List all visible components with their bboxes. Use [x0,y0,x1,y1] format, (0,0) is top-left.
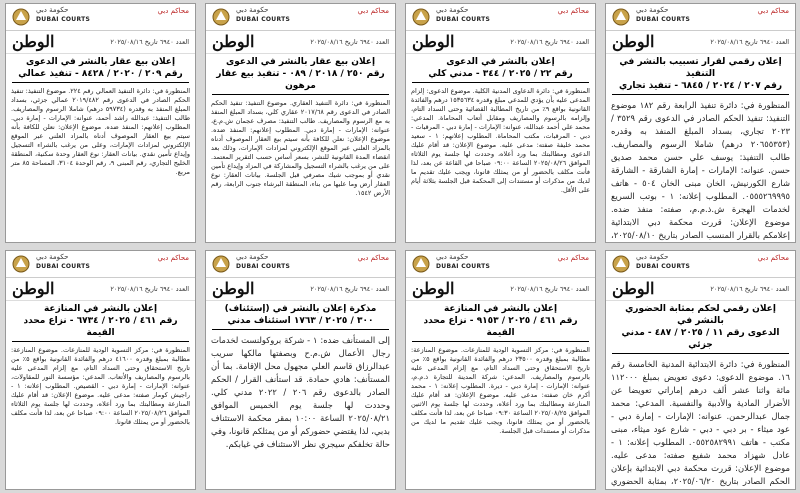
case-number: رقم ٤٦١ / ٢٠٢٥ / ٩١٥٣ - نزاع محدد القيمة [412,315,589,342]
newspaper-name: الوطن [212,32,255,51]
ad-card [405,3,596,243]
dubai-gov-label: حكومة دبي [636,6,669,14]
dubai-emblem-icon [410,254,432,274]
courts-en-label: DUBAI COURTS [436,263,491,270]
courts-en-label: DUBAI COURTS [436,16,491,23]
dubai-gov-label: حكومة دبي [436,6,469,14]
ad-body: المنظورة في: دائرة الابتدائية المدنية الخامسة رقم ١٦. موضوع الدعوى: دعوى تعويض بمبلغ ١١٢٠٠٠ مائة واثنا عشر ألف درهم إماراتي تعويضا عن الأضرار المادية والأدبية والنفسية. المدعي: محمد جمال عبدالرحمن. عنوانه: الإمارات - إمارة دبي - عود ميثاء - بر دبي - دبي - شارع عود ميثاء، مبنى مكتب - هاتف ٠٥٥٢٥٨٢٩٩١. المطلوب إعلانه: ١ - عادل شهزاد محمد شفيع صفته: مدعى عليه. موضوع الإعلان: قررت محكمة دبي الابتدائية بإعلان الحكم الصادر بتاريخ ٢٠٢٥/٠٦/٢٠، بمثابة الحضوري [611,359,791,486]
issue-number: العدد ٦٩٤٠ تاريخ ٢٠٢٥/٠٨/١٦ [510,38,589,46]
ad-body: المنظورة في: مركز التسوية الودية للمنازعات. موضوع المنازعة: مطالبة بمبلغ وقدره ٤١٦٠٠ درهم والفائدة القانونية بواقع ٥٪ من تاريخ الاستحقاق وحتى السداد التام، مع إلزام المدعى عليه بالرسوم والمصاريف والأتعاب. المدعي: مؤسسة النور للمقاولات، عنوانه: الإمارات - إمارة دبي - القصيص. المطلوب إعلانه: ١ - راجيش كومار صفته: مدعى عليه. موضوع الإعلان: قد أقام عليك المنازعة ومطالبتك بما ورد أعلاه، وحددت لها جلسة يوم الثلاثاء الموافق ٢٠٢٥/٠٨/٢٦ الساعة ٠٩:٠٠ صباحا عن بعد، لذا فأنت مكلف بالحضور أو من يمثلك قانونا. [11,346,190,426]
issue-number: العدد ٦٩٤٠ تاريخ ٢٠٢٥/٠٨/١٦ [110,38,189,46]
courts-en-label: DUBAI COURTS [636,16,691,23]
case-number: الدعوى رقم ١١ / ٢٠٢٥ / ٤٨٧ - مدني جزئي [612,327,789,354]
dubai-emblem-icon [210,7,232,27]
ad-card [605,250,796,490]
case-number: رقم ٢٥٠ / ٢٠١٨ / ٠٨٩ - تنفيذ بيع عقار مرهون [212,68,389,95]
ad-title: إعلان بيع عقار بالنشر في الدعوى [225,57,376,67]
courts-ar-label: محاكم دبي [757,7,789,15]
courts-ar-label: محاكم دبي [557,7,589,15]
ad-card [405,250,596,490]
ad-title: إعلان بالنشر في الدعوى [446,57,555,67]
courts-en-label: DUBAI COURTS [236,263,291,270]
ad-body: إلى المستأنف ضده: ١ - شركة بروكولنست لخدمات رجال الأعمال ش.م.ح وبصفتها مالكها سريب عبدالرزاق قاسم العلي مجهول محل الإقامة. بما أن المستأنف: هادي حمادة. قد استأنف القرار / الحكم الصادر بالدعوى رقم ٢٠٦ / ٢٠٢٢ مدني كلي. وحددت لها جلسة يوم الخميس الموافق ٢٠٢٥/٠٨/٢١ الساعة ١٠:٠٠ بمقر محكمة الاستئناف بدبي، لذا يقتضي حضوركم أو من يمثلكم قانونا، وفي حالة تخلفكم سيجري نظر الاستئناف في غيابكم. [211,335,390,449]
ad-title: إعلان بالنشر في المنازعة [43,304,158,314]
case-number: رقم ٢٢ / ٢٠٢٥ / ٣٤٤ - مدني كلي [412,68,589,83]
dubai-gov-label: حكومة دبي [636,253,669,261]
courts-ar-label: محاكم دبي [157,254,189,262]
ad-card [205,3,396,243]
ad-body: المنظورة في: دائرة التنفيذ العقاري. موضوع التنفيذ: تنفيذ الحكم الصادر في الدعوى رقم ٢٠١٧/٦٨ عقاري كلي، بسداد المبلغ المنفذ به مع الرسوم والمصاريف. طالب التنفيذ: مصرف عجمان ش.م.ع، عنوانه: الإمارات - إمارة دبي. المطلوب إعلانهم: المنفذ ضده. موضوع الإعلان: نعلن للكافة بأنه سيتم بيع العقار الموصوف أدناه بالمزاد العلني عبر الموقع الإلكتروني لمزادات الإمارات، وذلك بعد انقضاء المدة القانونية للنشر، بسعر أساس حسب التقرير المعتمد. على من يرغب بالشراء التسجيل والمشاركة في المزاد وإيداع تأمين نقدي أو بموجب شيك مصرفي قبل الجلسة. بيانات العقار: نوع العقار أرض وما عليها من بناء، المنطقة البرشاء جنوب الرابعة، رقم الأرض ١٥٤٢. [211,99,390,197]
newspaper-name: الوطن [12,279,55,298]
dubai-gov-label: حكومة دبي [236,6,269,14]
issue-number: العدد ٦٩٤٠ تاريخ ٢٠٢٥/٠٨/١٦ [110,285,189,293]
ad-title: إعلان رقمي لقرار تسبيب بالنشر في التنفيذ [619,57,782,79]
dubai-gov-label: حكومة دبي [236,253,269,261]
dubai-emblem-icon [610,7,632,27]
ad-title: مذكرة إعلان بالنشر في (إستئناف) [224,304,377,314]
ad-title: إعلان بيع عقار بالنشر في الدعوى [25,57,176,67]
newspaper-name: الوطن [12,32,55,51]
newspaper-name: الوطن [612,32,655,51]
courts-en-label: DUBAI COURTS [36,16,91,23]
case-number: رقم ٤٦١ / ٢٠٢٥ / ٦٧٣٤ - نزاع محدد القيمة [12,315,189,342]
courts-ar-label: محاكم دبي [757,254,789,262]
ad-body: المنظورة في: مركز التسوية الودية للمنازعات. موضوع المنازعة: مطالبة بمبلغ وقدره ٢٣٥٠٠ درهم والفائدة القانونية بواقع ٥٪ من تاريخ الاستحقاق وحتى السداد التام، مع إلزام المدعى عليه بالرسوم والمصاريف. المدعي: شركة المدينة للتجارة ذ.م.م، عنوانه: الإمارات - إمارة دبي - ديرة. المطلوب إعلانه: ١ - محمد أكرم خان صفته: مدعى عليه. موضوع الإعلان: قد أقام عليك المنازعة ومطالبتك بما ورد أعلاه، وحددت لها جلسة يوم الاثنين الموافق ٢٠٢٥/٠٨/٢٥ الساعة ٠٩:٣٠ صباحا عن بعد، لذا فأنت مكلف بالحضور أو من يمثلك قانونا، ويجب عليك تقديم ما لديك من مذكرات أو مستندات قبل الجلسة. [411,346,591,435]
dubai-gov-label: حكومة دبي [36,6,69,14]
courts-ar-label: محاكم دبي [357,7,389,15]
newspaper-name: الوطن [412,32,455,51]
ad-card [605,3,796,243]
courts-en-label: DUBAI COURTS [636,263,691,270]
dubai-gov-label: حكومة دبي [436,253,469,261]
dubai-gov-label: حكومة دبي [36,253,69,261]
issue-number: العدد ٦٩٤٠ تاريخ ٢٠٢٥/٠٨/١٦ [710,38,789,46]
ad-body: المنظورة في: دائرة الدعاوى المدنية الكلية. موضوع الدعوى: إلزام المدعى عليه بأن يؤدي للمدعي مبلغ وقدره ١٥٣٥٦٣٤ درهم والفائدة القانونية بواقع ٩٪ من تاريخ المطالبة القضائية وحتى السداد التام، وإلزامه بالرسوم والمصاريف ومقابل أتعاب المحاماة. المدعي: محمد علي أحمد عبدالله، عنوانه: الإمارات - إمارة دبي - المرقبات - دبي - المرقبات، مكتب المحاماة. المطلوب إعلانهم: ١ - سعيد محمد خليفة صفته: مدعى عليه. موضوع الإعلان: قد أقام عليك الدعوى ومطالبتك بما ورد أعلاه، وحددت لها جلسة يوم الثلاثاء الموافق ٢٠٢٥/٠٨/٢٦ الساعة ٠٩:٠٠ صباحا في القاعة عن بعد، لذا فأنت مكلف بالحضور أو من يمثلك قانونا، ويجب عليك تقديم ما لديك من مذكرات أو مستندات إلى المحكمة قبل الجلسة بثلاثة أيام على الأقل. [411,87,591,194]
courts-ar-label: محاكم دبي [157,7,189,15]
case-number: ٣٠٠ / ٢٠٢٥ / ١٧٦٣ استئناف مدني [212,315,389,330]
dubai-emblem-icon [610,254,632,274]
ad-title: إعلان بالنشر في المنازعة [443,304,558,314]
issue-number: العدد ٦٩٤٠ تاريخ ٢٠٢٥/٠٨/١٦ [310,285,389,293]
case-number: رقم ٢٠٧ / ٢٠٢٤ / ٦٨٤٥ - تنفيذ تجاري [612,80,789,95]
ad-card [5,3,196,243]
newspaper-name: الوطن [412,279,455,298]
case-number: رقم ٢٠٩ / ٢٠٢٠ / ٨٤٢٨ - تنفيذ عمالي [12,68,189,83]
ad-body: المنظورة في: دائرة تنفيذ الرابعة رقم ١٨٢ موضوع التنفيذ: تنفيذ الحكم الصادر في الدعوى رقم ٣٥٢٩ / ٢٠٢٣ تجاري، بسداد المبلغ المنفذ به وقدره (٢٠٦٥٥٣٥٣ درهم) شاملا الرسوم والمصاريف. طالب التنفيذ: يوسف علي حسن محمد صديق حسن. عنوانه: الإمارات - إمارة الشارقة - الشارقة شارع الكورنيش، الخان مبنى الخان ٥٠٤ - هاتف ٠٥٥٥٢٦٩٩٩٥. المطلوب إعلانه: ١ - بوتب السريع لخدمات الهجرة ش.ذ.م.م، صفته: منفذ ضده. موضوع الإعلان: قررت محكمة دبي الابتدائية إعلامكم بالقرار المنسب الصادر بتاريخ ٢٠٢٥/٠٨/١٠، [611,100,790,240]
dubai-emblem-icon [410,7,432,27]
dubai-emblem-icon [10,254,32,274]
courts-en-label: DUBAI COURTS [236,16,291,23]
ad-title: إعلان رقمي لحكم بمثابة الحضوري بالنشر في [625,304,776,326]
courts-ar-label: محاكم دبي [357,254,389,262]
newspaper-name: الوطن [612,279,655,298]
dubai-emblem-icon [210,254,232,274]
issue-number: العدد ٦٩٤٠ تاريخ ٢٠٢٥/٠٨/١٦ [310,38,389,46]
courts-en-label: DUBAI COURTS [36,263,91,270]
ad-card [5,250,196,490]
dubai-emblem-icon [10,7,32,27]
courts-ar-label: محاكم دبي [557,254,589,262]
newspaper-name: الوطن [212,279,255,298]
issue-number: العدد ٦٩٤٠ تاريخ ٢٠٢٥/٠٨/١٦ [710,285,789,293]
issue-number: العدد ٦٩٤٠ تاريخ ٢٠٢٥/٠٨/١٦ [510,285,589,293]
ad-body: المنظورة في: دائرة التنفيذ العمالي رقم ٢٢٤. موضوع التنفيذ: تنفيذ الحكم الصادر في الدعوى رقم ٢٠١٩/٤٨٢ عمالي جزئي، بسداد المبلغ المنفذ به وقدره (٥٩٧٣٤ درهم) شاملا الرسوم والمصاريف. طالب التنفيذ: عبدالله راشد أحمد، عنوانه: الإمارات - إمارة دبي. المطلوب إعلانهم: المنفذ ضده. موضوع الإعلان: نعلن للكافة بأنه سيتم بيع العقار الموصوف أدناه بالمزاد العلني عبر الموقع الإلكتروني لمزادات الإمارات، وعلى من يرغب بالشراء التسجيل وإيداع تأمين نقدي. بيانات العقار: نوع العقار وحدة سكنية، المنطقة الخليج التجاري، رقم المبنى ٩، رقم الوحدة ٣١٠٤، المساحة ٨٥ متر مربع. [11,87,191,176]
ad-card [205,250,396,490]
